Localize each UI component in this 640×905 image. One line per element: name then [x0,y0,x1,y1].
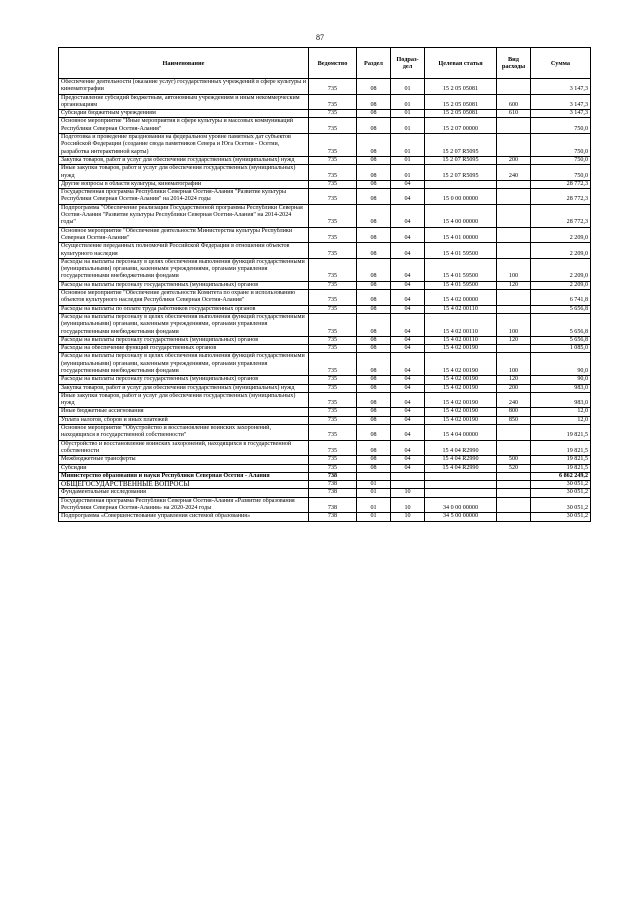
cell-expense-type [497,440,531,456]
cell-name: Межбюджетные трансферты [59,456,309,464]
cell-vedomstvo: 735 [309,204,357,227]
cell-name: Закупка товаров, работ и услуг для обеспечения государственных (муниципальных) нужд [59,384,309,392]
cell-vedomstvo: 738 [309,489,357,497]
cell-target-article: 15 4 02 00190 [425,384,497,392]
cell-target-article: 15 4 01 59500 [425,258,497,281]
cell-target-article: 15 4 02 00110 [425,305,497,313]
table-row [59,425,591,441]
cell-sum: 983,0 [531,392,591,408]
cell-expense-type: 100 [497,353,531,376]
cell-target-article: 15 4 02 00190 [425,408,497,416]
cell-sum: 750,0 [531,134,591,157]
cell-sum: 2 209,0 [531,258,591,281]
page-number: 87 [316,33,324,42]
cell-vedomstvo: 735 [309,118,357,134]
cell-razdel: 08 [357,408,391,416]
cell-vedomstvo: 738 [309,481,357,489]
cell-razdel: 08 [357,464,391,472]
cell-expense-type: 500 [497,456,531,464]
cell-expense-type [497,79,531,95]
cell-podrazdel: 04 [391,345,425,353]
cell-expense-type: 520 [497,464,531,472]
cell-sum: 5 656,8 [531,336,591,344]
cell-razdel: 08 [357,416,391,424]
cell-expense-type [497,345,531,353]
table-row [59,281,591,289]
cell-target-article: 15 4 04 R2990 [425,464,497,472]
cell-sum: 1 085,0 [531,345,591,353]
budget-table [58,47,591,522]
table-row [59,456,591,464]
cell-podrazdel: 04 [391,290,425,306]
cell-podrazdel: 04 [391,392,425,408]
cell-sum: 3 147,3 [531,79,591,95]
table-row [59,258,591,281]
cell-expense-type [497,290,531,306]
cell-vedomstvo: 735 [309,290,357,306]
cell-podrazdel: 04 [391,408,425,416]
cell-sum: 19 821,5 [531,440,591,456]
cell-vedomstvo: 735 [309,305,357,313]
cell-name: Основное мероприятие "Обустройство и восстановление воинских захоронений, находящихся в государственной собственности" [59,425,309,441]
cell-vedomstvo: 735 [309,440,357,456]
cell-podrazdel: 04 [391,313,425,336]
cell-sum: 2 209,0 [531,281,591,289]
cell-vedomstvo: 735 [309,94,357,110]
cell-target-article: 15 2 05 05081 [425,110,497,118]
table-row [59,345,591,353]
cell-podrazdel: 04 [391,440,425,456]
cell-expense-type [497,243,531,259]
cell-name: Другие вопросы в области культуры, кинематографии [59,180,309,188]
cell-vedomstvo: 738 [309,472,357,480]
cell-razdel: 08 [357,165,391,181]
cell-name: Субсидии [59,464,309,472]
cell-target-article: 15 4 02 00190 [425,392,497,408]
cell-razdel: 08 [357,392,391,408]
cell-expense-type [497,134,531,157]
cell-podrazdel: 04 [391,416,425,424]
cell-expense-type: 850 [497,416,531,424]
table-row [59,440,591,456]
cell-expense-type [497,204,531,227]
cell-vedomstvo: 735 [309,353,357,376]
cell-target-article: 15 2 07 R5095 [425,134,497,157]
cell-sum: 983,0 [531,384,591,392]
cell-vedomstvo: 735 [309,425,357,441]
cell-podrazdel: 04 [391,425,425,441]
table-row [59,110,591,118]
cell-podrazdel: 04 [391,204,425,227]
cell-sum: 6 741,8 [531,290,591,306]
cell-name: Основное мероприятие "Иные мероприятия в сфере культуры и массовых коммуникаций Республики Северная Осетия-Алания" [59,118,309,134]
cell-name: Расходы на выплаты персоналу в целях обеспечения выполнения функций государственными (муниципальными) органами, казенными учреждениями, органами управления государственными внебюджетными фондами [59,258,309,281]
cell-podrazdel: 04 [391,384,425,392]
cell-podrazdel [391,481,425,489]
cell-name: Субсидии бюджетным учреждениям [59,110,309,118]
cell-expense-type: 100 [497,313,531,336]
cell-target-article: 15 2 07 R5095 [425,156,497,164]
cell-name: Расходы на выплаты персоналу государственных (муниципальных) органов [59,336,309,344]
cell-vedomstvo: 735 [309,464,357,472]
table-row [59,165,591,181]
cell-target-article: 15 4 01 59500 [425,243,497,259]
cell-razdel: 08 [357,456,391,464]
header-target-article: Целевая статья [425,48,497,79]
cell-sum: 2 209,0 [531,227,591,243]
cell-vedomstvo: 738 [309,513,357,521]
cell-podrazdel: 10 [391,513,425,521]
cell-sum: 12,0 [531,408,591,416]
cell-expense-type: 100 [497,258,531,281]
cell-target-article: 15 4 04 00000 [425,425,497,441]
table-row [59,353,591,376]
cell-podrazdel: 01 [391,156,425,164]
table-row [59,313,591,336]
cell-vedomstvo: 735 [309,134,357,157]
cell-expense-type [497,180,531,188]
cell-name: Расходы на выплаты персоналу государственных (муниципальных) органов [59,376,309,384]
cell-vedomstvo: 735 [309,156,357,164]
cell-vedomstvo: 735 [309,313,357,336]
cell-name: Осуществление переданных полномочий Российской Федерации в отношении объектов культурного наследия [59,243,309,259]
table-row [59,204,591,227]
table-row [59,305,591,313]
cell-name: Основное мероприятие "Обеспечение деятельности Комитета по охране и использованию объектов культурного наследия Республики Северная Осетия-Алания" [59,290,309,306]
cell-name: Иные закупки товаров, работ и услуг для обеспечения государственных (муниципальных) нужд [59,392,309,408]
cell-target-article: 15 4 02 00110 [425,336,497,344]
cell-podrazdel: 04 [391,180,425,188]
cell-vedomstvo: 735 [309,336,357,344]
cell-name: Расходы на обеспечение функций государственных органов [59,345,309,353]
cell-sum: 90,0 [531,376,591,384]
cell-razdel: 08 [357,313,391,336]
table-row [59,513,591,521]
cell-razdel: 08 [357,336,391,344]
cell-podrazdel: 01 [391,94,425,110]
cell-podrazdel: 04 [391,281,425,289]
cell-razdel: 01 [357,513,391,521]
cell-sum: 19 821,5 [531,456,591,464]
cell-podrazdel: 10 [391,489,425,497]
cell-podrazdel: 01 [391,165,425,181]
cell-sum: 30 051,2 [531,513,591,521]
cell-expense-type [497,489,531,497]
cell-podrazdel: 04 [391,353,425,376]
cell-sum: 5 656,8 [531,305,591,313]
cell-name: ОБЩЕГОСУДАРСТВЕННЫЕ ВОПРОСЫ [59,481,309,489]
table-row [59,180,591,188]
cell-expense-type [497,425,531,441]
cell-vedomstvo: 735 [309,189,357,205]
cell-target-article: 15 4 04 R2990 [425,440,497,456]
table-row-section [59,481,591,489]
cell-target-article [425,180,497,188]
cell-sum: 90,0 [531,353,591,376]
cell-vedomstvo: 735 [309,384,357,392]
cell-razdel: 08 [357,440,391,456]
cell-name: Государственная программа Республики Северная Осетия-Алания "Развитие культуры Республики Северная Осетия-Алания" на 2014-2024 годы [59,189,309,205]
cell-expense-type: 610 [497,110,531,118]
cell-name: Уплата налогов, сборов и иных платежей [59,416,309,424]
cell-target-article [425,481,497,489]
cell-target-article: 15 4 00 00000 [425,204,497,227]
cell-razdel: 08 [357,353,391,376]
cell-sum: 30 051,2 [531,489,591,497]
table-row [59,156,591,164]
cell-expense-type: 120 [497,281,531,289]
cell-sum: 28 772,3 [531,189,591,205]
cell-razdel: 08 [357,425,391,441]
cell-name: Подпрограмма "Обеспечение реализации Государственной программы Республики Северная Осетия-Алания "Развитие культуры Республики Северная Осетия-Алания" на 2014-2024 годы" [59,204,309,227]
cell-vedomstvo: 735 [309,416,357,424]
cell-sum: 12,0 [531,416,591,424]
cell-sum: 750,0 [531,165,591,181]
cell-podrazdel: 04 [391,305,425,313]
cell-razdel: 08 [357,376,391,384]
cell-target-article: 34 5 00 00000 [425,513,497,521]
cell-podrazdel: 04 [391,456,425,464]
cell-name: Закупка товаров, работ и услуг для обеспечения государственных (муниципальных) нужд [59,156,309,164]
cell-vedomstvo: 735 [309,165,357,181]
cell-vedomstvo: 735 [309,408,357,416]
cell-target-article: 15 4 02 00190 [425,416,497,424]
table-row [59,416,591,424]
cell-expense-type: 200 [497,384,531,392]
cell-razdel: 08 [357,227,391,243]
cell-name: Иные закупки товаров, работ и услуг для обеспечения государственных (муниципальных) нужд [59,165,309,181]
cell-name: Подпрограмма «Совершенствование управления системой образования» [59,513,309,521]
header-vedomstvo: Ведомство [309,48,357,79]
header-razdel: Раздел [357,48,391,79]
cell-vedomstvo: 735 [309,392,357,408]
cell-expense-type: 800 [497,408,531,416]
table-row [59,94,591,110]
cell-sum: 2 209,0 [531,243,591,259]
cell-target-article: 15 4 02 00190 [425,376,497,384]
cell-expense-type: 200 [497,156,531,164]
cell-vedomstvo: 735 [309,79,357,95]
cell-expense-type [497,513,531,521]
cell-sum: 19 821,5 [531,464,591,472]
cell-name: Расходы на выплаты персоналу в целях обеспечения выполнения функций государственными (муниципальными) органами, казенными учреждениями, органами управления государственными внебюджетными фондами [59,353,309,376]
cell-name: Расходы на выплаты персоналу государственных (муниципальных) органов [59,281,309,289]
cell-expense-type: 600 [497,94,531,110]
cell-expense-type [497,189,531,205]
cell-podrazdel: 04 [391,227,425,243]
cell-name: Основное мероприятие "Обеспечение деятельности Министерства культуры Республики Северная Осетия-Алания" [59,227,309,243]
cell-razdel: 08 [357,204,391,227]
cell-vedomstvo: 735 [309,376,357,384]
cell-razdel: 08 [357,118,391,134]
cell-target-article: 15 4 04 R2990 [425,456,497,464]
cell-razdel: 01 [357,497,391,513]
table-row [59,227,591,243]
cell-podrazdel: 04 [391,464,425,472]
cell-sum: 3 147,3 [531,94,591,110]
cell-razdel: 08 [357,258,391,281]
cell-razdel: 08 [357,305,391,313]
cell-razdel: 08 [357,156,391,164]
cell-sum: 750,0 [531,118,591,134]
cell-sum: 30 051,2 [531,481,591,489]
cell-razdel [357,472,391,480]
cell-vedomstvo: 735 [309,110,357,118]
cell-sum: 30 051,2 [531,497,591,513]
cell-podrazdel: 01 [391,79,425,95]
header-podrazdel: Подраз-дел [391,48,425,79]
cell-name: Расходы на выплаты по оплате труда работников государственных органов [59,305,309,313]
cell-razdel: 08 [357,290,391,306]
table-row [59,134,591,157]
cell-podrazdel: 04 [391,189,425,205]
table-row [59,290,591,306]
cell-vedomstvo: 738 [309,497,357,513]
cell-razdel: 01 [357,481,391,489]
table-row [59,376,591,384]
cell-expense-type: 120 [497,376,531,384]
cell-razdel: 08 [357,110,391,118]
cell-sum: 6 862 249,2 [531,472,591,480]
cell-expense-type: 240 [497,392,531,408]
cell-target-article: 15 4 02 00190 [425,345,497,353]
cell-razdel: 08 [357,345,391,353]
table-header-row [59,48,591,79]
table-row [59,408,591,416]
cell-sum: 28 772,3 [531,180,591,188]
cell-razdel: 08 [357,94,391,110]
cell-vedomstvo: 735 [309,180,357,188]
table-row [59,464,591,472]
cell-target-article: 15 2 05 05081 [425,94,497,110]
cell-vedomstvo: 735 [309,281,357,289]
cell-razdel: 08 [357,180,391,188]
cell-name: Министерство образования и науки Республики Северная Осетия - Алания [59,472,309,480]
cell-vedomstvo: 735 [309,243,357,259]
table-row [59,392,591,408]
cell-sum: 750,0 [531,156,591,164]
cell-podrazdel [391,472,425,480]
table-row [59,79,591,95]
cell-target-article: 15 4 01 59500 [425,281,497,289]
cell-expense-type [497,497,531,513]
cell-podrazdel: 01 [391,118,425,134]
cell-podrazdel: 04 [391,336,425,344]
table-row [59,489,591,497]
cell-target-article [425,472,497,480]
cell-target-article: 15 4 02 00000 [425,290,497,306]
cell-target-article: 34 0 00 00000 [425,497,497,513]
header-expense-type: Вид расходы [497,48,531,79]
cell-razdel: 08 [357,243,391,259]
cell-razdel: 08 [357,79,391,95]
cell-target-article: 15 2 07 R5095 [425,165,497,181]
cell-name: Государственная программа Республики Северная Осетия-Алания «Развитие образования Республики Северная Осетия-Алания» на 2020-2024 годы [59,497,309,513]
cell-expense-type: 240 [497,165,531,181]
cell-expense-type [497,118,531,134]
cell-name: Предоставление субсидий бюджетным, автономным учреждениям и иным некоммерческим организациям [59,94,309,110]
cell-sum: 19 821,5 [531,425,591,441]
cell-name: Иные бюджетные ассигнования [59,408,309,416]
cell-name: Фундаментальные исследования [59,489,309,497]
cell-sum: 5 656,8 [531,313,591,336]
table-row [59,118,591,134]
cell-target-article: 15 2 05 05081 [425,79,497,95]
cell-razdel: 08 [357,384,391,392]
header-name: Наименование [59,48,309,79]
cell-razdel: 08 [357,134,391,157]
cell-target-article: 15 4 02 00110 [425,313,497,336]
cell-podrazdel: 10 [391,497,425,513]
cell-name: Обустройство и восстановление воинских захоронений, находящихся в государственной собственности [59,440,309,456]
cell-expense-type: 120 [497,336,531,344]
cell-podrazdel: 01 [391,110,425,118]
table-row [59,384,591,392]
cell-vedomstvo: 735 [309,456,357,464]
cell-sum: 28 772,3 [531,204,591,227]
cell-podrazdel: 04 [391,376,425,384]
table-row [59,189,591,205]
cell-target-article: 15 2 07 00000 [425,118,497,134]
cell-podrazdel: 04 [391,243,425,259]
table-row [59,243,591,259]
cell-vedomstvo: 735 [309,258,357,281]
cell-target-article [425,489,497,497]
table-row [59,336,591,344]
cell-expense-type [497,481,531,489]
cell-expense-type [497,227,531,243]
cell-name: Расходы на выплаты персоналу в целях обеспечения выполнения функций государственными (муниципальными) органами, казенными учреждениями, органами управления государственными внебюджетными фондами [59,313,309,336]
table-row [59,497,591,513]
cell-vedomstvo: 735 [309,345,357,353]
cell-razdel: 01 [357,489,391,497]
cell-podrazdel: 01 [391,134,425,157]
cell-vedomstvo: 735 [309,227,357,243]
cell-name: Подготовка и проведение празднования на федеральном уровне памятных дат субъектов Российской Федерации (создание свода памятников Севера и Юга Осетии - Осетии, разработка интерактивной карты) [59,134,309,157]
cell-name: Обеспечение деятельности (оказание услуг) государственных учреждений в сфере культуры и кинематографии [59,79,309,95]
cell-expense-type [497,305,531,313]
cell-podrazdel: 04 [391,258,425,281]
cell-expense-type [497,472,531,480]
cell-target-article: 15 0 00 00000 [425,189,497,205]
cell-target-article: 15 4 01 00000 [425,227,497,243]
header-sum: Сумма [531,48,591,79]
cell-razdel: 08 [357,189,391,205]
cell-razdel: 08 [357,281,391,289]
cell-sum: 3 147,3 [531,110,591,118]
cell-target-article: 15 4 02 00190 [425,353,497,376]
